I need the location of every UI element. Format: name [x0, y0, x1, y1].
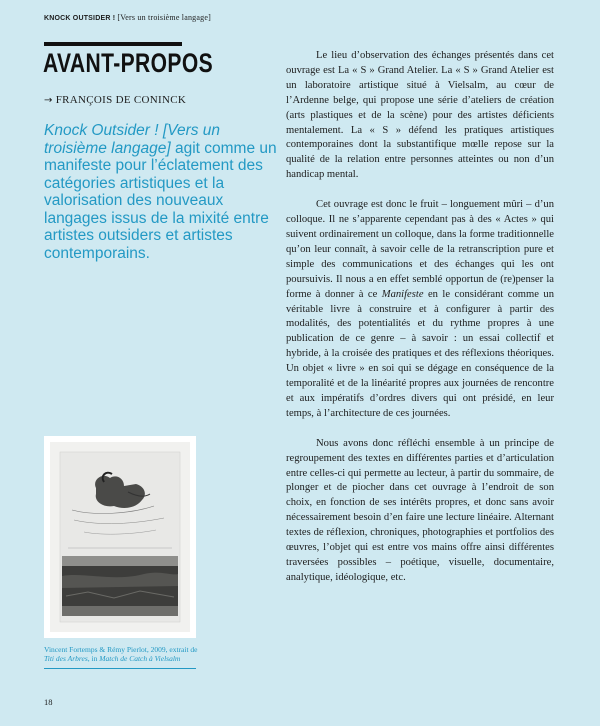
- body-text-column: [286, 49, 554, 601]
- caption-italic-series: Match de Catch à Vielsalm: [99, 654, 181, 663]
- arrow-icon: →: [44, 95, 53, 106]
- running-header: [44, 13, 211, 22]
- artwork-image: [44, 436, 196, 638]
- paragraph-1: Le lieu d’observation des échanges présentés dans cet ouvrage est La « S » Grand Atelier. La « S » Grand Atelier est un laboratoire artistique situé à Vielsalm, au cœur de l’Ardenne belge, qui propose une série d’ateliers de création (arts plastiques et de la scène) pour des artistes déficients mentalement. La « S » défend les pratiques artistiques contemporaines dont la substantifique mœlle repose sur la qualité de la relation entre personnes atteintes ou non d’un handicap mental.: [286, 50, 554, 181]
- intro-text: agit comme un manifeste pour l’éclatement des catégories artistiques et la valorisation des nouveaux langages issus de la mixité entre artistes outsiders et artistes contemporains.: [44, 139, 277, 262]
- intro-statement: [44, 122, 284, 262]
- intro-italic-title: Knock Outsider ! [Vers un troisième langage]: [44, 122, 221, 157]
- image-caption: [44, 645, 204, 663]
- caption-rule: [44, 668, 196, 669]
- author-name: FRANÇOIS DE CONINCK: [55, 94, 187, 106]
- paragraph-3: Nous avons donc réfléchi ensemble à un principe de regroupement des textes en différentes parties et d’articulation entre celles-ci qui permette au lecteur, à partir du sommaire, de plonger et de piocher dans cet ouvrage à l’endroit de son choix, en fonction de ses intérêts propres, et donc sans avoir nécessairement besoin d’en faire une lecture linéaire. Alternant textes de réflexion, chroniques, photographies et portfolios des œuvres, l’objet qui est entre vos mains offre ainsi différentes traversées possibles – poétique, visuelle, documentaire, analytique, idéologique, etc.: [286, 437, 554, 583]
- page-number: 18: [44, 697, 53, 707]
- paragraph-2-end: en le considérant comme un véritable livre à construire et à configurer à partir des modalités, des potentialités et du rythme propres à une publication de ce genre – à savoir : un essai collectif et hybride, à la croisée des pratiques et des réflexions théoriques. Un objet « livre » en soi qui se dégage en conséquence de la temporalité et de la linéarité propres aux journées de rencontre et aux impératifs d’ordres divers qui ont présidé, en leur temps, à l’architecture de ces journées.: [286, 288, 554, 419]
- paragraph-2-start: Cet ouvrage est donc le fruit – longuement mûri – d’un colloque. Il ne s’apparente cependant pas à des « Actes » qui suivent ordinairement un colloque, dans la forme traditionnelle qu’on leur connaît, à savoir celle de la retranscription pure et simple des communications et des échanges qui les ont poursuivis. Il nous a en effet semblé opportun de (re)penser la forme à donner à ce: [286, 199, 554, 300]
- author-line: [44, 94, 186, 106]
- caption-text: Vincent Fortemps & Rémy Pierlot, 2009, extrait de: [44, 645, 198, 654]
- title-rule: [44, 42, 182, 46]
- page-title: AVANT-PROPOS: [43, 48, 214, 78]
- paragraph-2-italic: Manifeste: [381, 288, 424, 300]
- header-book-title: KNOCK OUTSIDER !: [44, 15, 116, 22]
- caption-mid: , in: [87, 654, 100, 663]
- artwork-illustration: [44, 436, 196, 638]
- caption-italic-work: Titi des Arbres: [44, 654, 88, 663]
- header-book-subtitle: [Vers un troisième langage]: [117, 13, 211, 22]
- paragraph-2: [286, 198, 554, 422]
